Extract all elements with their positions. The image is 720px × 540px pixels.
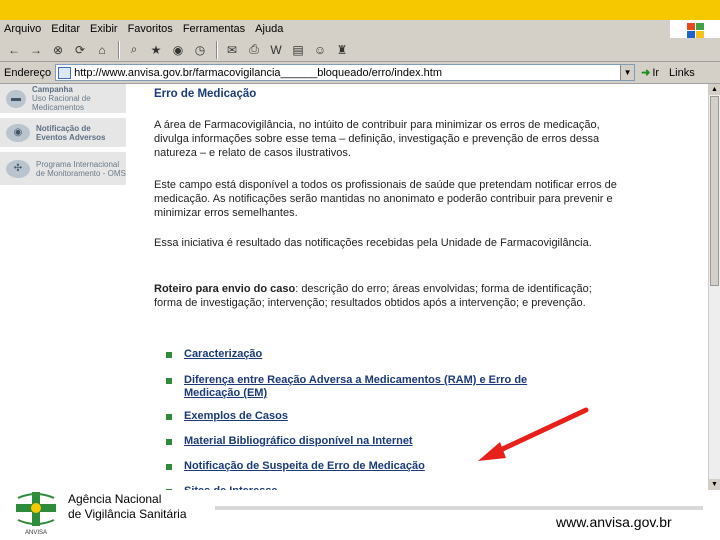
red-arrow-annotation <box>470 400 600 470</box>
address-input[interactable] <box>55 64 635 81</box>
link-text: Material Bibliográfico disponível na Internet <box>184 435 413 447</box>
go-button[interactable] <box>641 66 659 79</box>
toolbar-separator <box>118 41 120 59</box>
go-label: Ir <box>652 66 660 79</box>
menu-ajuda[interactable]: Ajuda <box>255 23 284 35</box>
history-icon[interactable]: ◷ <box>194 42 206 57</box>
menu-favoritos[interactable]: Favoritos <box>127 23 173 35</box>
toolbar-separator <box>216 41 218 59</box>
sidebar-item-programa[interactable] <box>0 152 126 186</box>
scroll-down-icon[interactable]: ▼ <box>709 479 720 490</box>
eye-icon: ◉ <box>6 124 30 142</box>
sidebar-item-notificacao[interactable] <box>0 118 126 148</box>
link-text: Exemplos de Casos <box>184 410 288 422</box>
agency-name <box>68 492 187 522</box>
sidebar-item-campanha[interactable] <box>0 84 126 114</box>
menu-exibir[interactable]: Exibir <box>90 23 118 35</box>
go-arrow-icon: ➜ <box>641 67 651 79</box>
paragraph-intro: A área de Farmacovigilância, no intúito de contribuir para minimizar os erros de medicação, divulga informações sobre esse tema – definição, investigação e prevenção de erros dessa natureza – e relato de casos ilustrativos. <box>154 119 600 159</box>
link-text: Notificação de Suspeita de Erro de Medicação <box>184 460 425 472</box>
sidebar-item-label <box>32 85 126 112</box>
link-diferenca-ram-em[interactable] <box>166 374 574 400</box>
slide-top-band <box>0 0 720 20</box>
paragraph-availability: Este campo está disponível a todos os profissionais de saúde que pretendam notificar erros de medicação. As notificações serão mantidas no anonimato e poderão contribuir para prevenir e minimizar erros semelhantes. <box>154 179 617 219</box>
logo-text: ANVISA <box>24 530 48 536</box>
refresh-icon[interactable]: ⟳ <box>74 42 86 57</box>
paragraph-roteiro <box>154 282 620 310</box>
sidebar-item-label <box>36 124 106 142</box>
bullet-icon <box>166 464 172 470</box>
bullet-icon <box>166 439 172 445</box>
agency-line-2: de Vigilância Sanitária <box>68 507 187 521</box>
sidebar-item-subtitle: Uso Racional de Medicamentos <box>31 94 91 112</box>
scroll-thumb[interactable] <box>710 96 719 286</box>
link-text: Caracterização <box>184 348 263 360</box>
anvisa-logo <box>12 492 60 536</box>
main-content <box>154 84 624 309</box>
links-button[interactable]: Links <box>669 66 695 79</box>
link-text: Diferença entre Reação Adversa a Medicamentos (RAM) e Erro de Medicação (EM) <box>184 374 528 399</box>
menu-arquivo[interactable]: Arquivo <box>4 23 42 35</box>
sidebar-item-title: Campanha <box>31 85 73 94</box>
menu-editar[interactable]: Editar <box>51 23 81 35</box>
bullet-icon <box>166 352 172 358</box>
vertical-scrollbar[interactable] <box>708 84 720 490</box>
footer-url: www.anvisa.gov.br <box>556 514 672 530</box>
scroll-up-icon[interactable]: ▲ <box>709 84 720 95</box>
address-url: http://www.anvisa.gov.br/farmacovigilancia______bloqueado/erro/index.htm <box>74 66 442 79</box>
slide-footer <box>0 490 720 540</box>
media-icon[interactable]: ◉ <box>172 42 184 57</box>
sidebar-item-subtitle: Eventos Adversos <box>36 132 106 142</box>
windows-flag-icon <box>687 23 705 38</box>
back-icon[interactable]: ← <box>8 42 20 57</box>
mail-icon[interactable]: ✉ <box>226 42 238 57</box>
messenger-icon[interactable]: ☺ <box>313 42 327 57</box>
search-icon[interactable]: ⌕ <box>130 42 138 56</box>
home-icon[interactable]: ⌂ <box>98 42 106 57</box>
page-heading: Erro de Medicação <box>154 88 257 100</box>
paragraph-initiative: Essa iniciativa é resultado das notificações recebidas pela Unidade de Farmacovigilância. <box>154 237 592 249</box>
address-label: Endereço <box>4 66 52 79</box>
windows-logo <box>672 20 720 40</box>
roteiro-label: Roteiro para envio do caso <box>154 283 296 295</box>
web-page <box>0 84 708 490</box>
toolbar <box>0 38 720 62</box>
stop-icon[interactable]: ⊗ <box>52 42 64 57</box>
agency-line-1: Agência Nacional <box>68 492 162 506</box>
print-icon[interactable]: ⎙ <box>249 42 259 56</box>
favorites-icon[interactable]: ★ <box>150 42 162 57</box>
bullet-icon <box>166 414 172 420</box>
sidebar-item-label <box>36 160 126 178</box>
sidebar <box>0 84 128 490</box>
forward-icon[interactable]: → <box>30 42 42 57</box>
roteiro-text: : descrição do erro; áreas envolvidas; forma de identificação; forma de investigação; intervenção; resultados obtidos após a intervenção; e prevenção. <box>154 283 592 309</box>
chevron-down-icon[interactable]: ▼ <box>620 65 634 80</box>
sidebar-item-subtitle: de Monitoramento - OMS <box>36 168 126 178</box>
research-icon[interactable]: ♜ <box>336 42 348 57</box>
page-icon <box>58 67 71 79</box>
menu-ferramentas[interactable]: Ferramentas <box>182 23 246 35</box>
footer-divider <box>215 506 703 510</box>
menu-bar <box>0 20 670 38</box>
link-caracterizacao[interactable] <box>166 348 584 361</box>
sidebar-item-title: Programa Internacional <box>36 159 120 169</box>
address-bar <box>0 62 720 84</box>
sidebar-item-title: Notificação de <box>36 123 91 133</box>
edit-icon[interactable]: W <box>270 42 282 57</box>
who-globe-icon: ✣ <box>6 160 30 178</box>
bullet-icon <box>166 378 172 384</box>
discuss-icon[interactable]: ▤ <box>292 42 304 57</box>
campaign-icon: ▬ <box>6 90 26 108</box>
